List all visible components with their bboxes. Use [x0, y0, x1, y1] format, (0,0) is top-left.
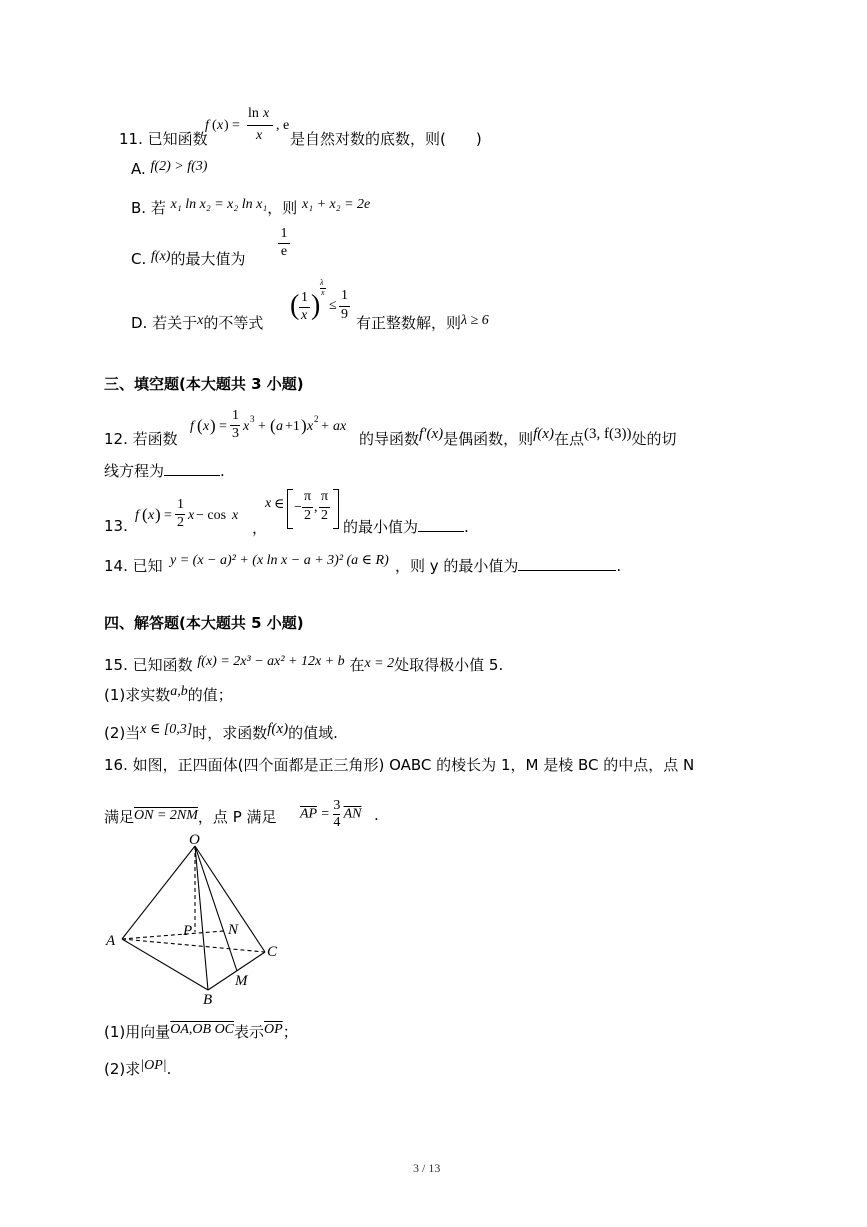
q11-option-d: D. 若关于x的不等式 [131, 313, 264, 332]
q13-num: 13. [104, 517, 128, 535]
label-a: A [106, 933, 116, 949]
q11-option-a: A. f(2) > f(3) [131, 159, 208, 178]
q14-answer-blank[interactable] [518, 556, 616, 571]
q16-line2: 满足ON = 2NM，点 P 满足 [104, 808, 277, 826]
q13-answer-blank[interactable] [418, 517, 464, 532]
label-p: P [183, 923, 193, 939]
tetrahedron-figure [100, 832, 300, 1012]
q15-part1: (1)求实数a,b的值； [104, 684, 233, 704]
q14-prefix: 14. 已知 [104, 557, 163, 575]
label-n: N [228, 922, 239, 938]
label-b: B [203, 992, 213, 1008]
q12-formula: f ( x ) = 1 3 x 3 + ( a +1 ) x 2 + ax [190, 408, 347, 441]
q15-part2: (2)当x ∈ [0,3]时，求函数f(x)的值域. [104, 721, 338, 742]
q16-part1: (1)用向量OA,OB OC表示$\overline{OP}$； [104, 1022, 298, 1041]
q13-comma: ， [252, 519, 268, 537]
edge-ac-hidden [122, 939, 265, 952]
q11-option-b: B. 若 x₁ ln x₂ = x₂ ln x₁，则 x₁ + x₂ = 2e [131, 197, 371, 217]
q11-d-tail: 有正整数解，则λ ≥ 6 [356, 313, 489, 332]
label-c: C [267, 944, 278, 960]
line-om [195, 846, 237, 971]
edge-ob [195, 846, 208, 990]
q11-suffix: 是自然对数的底数，则( ) [290, 130, 482, 148]
line-an-hidden [122, 931, 224, 939]
section-3-title: 三、填空题(本大题共 3 小题) [104, 375, 304, 393]
label-o: O [189, 832, 200, 848]
q11-prefix: 11. 已知函数 [119, 130, 208, 148]
q16-cond2: $\overline{AP}$ = $\frac{3}{4}$ $\overline{AN}$ [300, 798, 362, 830]
q11-c-fraction: 1 e [278, 226, 290, 260]
q13-tail: 的最小值为 . [343, 518, 469, 536]
label-m: M [235, 973, 248, 989]
q16-line2-end: . [374, 806, 379, 824]
q16-part2: (2)求|OP|. [104, 1058, 172, 1078]
q13-formula: f ( x ) = 1 2 x − cos x [135, 497, 239, 530]
q12-prefix: 12. 若函数 [104, 430, 178, 448]
q12-answer-blank[interactable] [164, 461, 220, 476]
q15-stem: 15. 已知函数 f(x) = 2x³ − ax² + 12x + b 在x = 2处取得极小值 5. [104, 654, 504, 674]
q12-line2: 线方程为 . [104, 462, 225, 480]
q16-line1: 16. 如图，正四面体(四个面都是正三角形) OABC 的棱长为 1，M 是棱 BC 的中点，点 N [104, 756, 695, 774]
q14-formula: y = (x − a)² + (x ln x − a + 3)² (a ∈ R) [170, 553, 389, 568]
q12-text: 的导函数f′(x)是偶函数，则f(x)在点(3, f(3))处的切 [359, 426, 677, 448]
q11-option-c: C. f(x)的最大值为 [131, 249, 246, 268]
q13-domain: x ∈ − π 2 , π 2 [265, 487, 345, 535]
page-number: 3 / 13 [413, 1161, 441, 1175]
q14-tail: ，则 y 的最小值为 . [395, 557, 622, 575]
q11-d-inequality: ( 1 x ) λ x ≤ 1 9 [290, 278, 348, 323]
section-4-title: 四、解答题(本大题共 5 小题) [104, 614, 304, 632]
edge-ab [122, 939, 208, 990]
